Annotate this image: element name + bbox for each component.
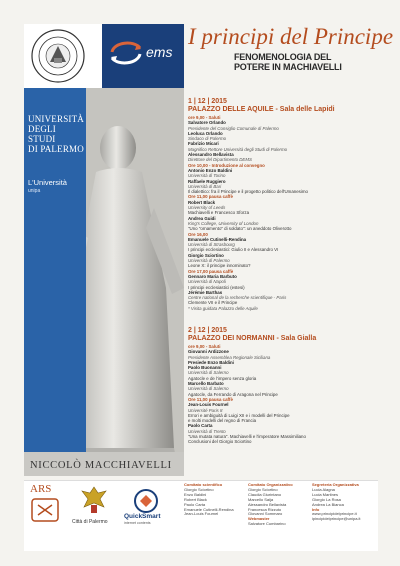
program-line: Centre national de la recherche scientifique - Paris bbox=[188, 295, 287, 301]
program-line: Ore 17,00 pausa caffè bbox=[188, 268, 234, 274]
ems-label: ems bbox=[146, 44, 173, 60]
program-line: Jérémie Barthas bbox=[188, 289, 223, 295]
program-line: Giovanni Ardizzone bbox=[188, 349, 229, 355]
footer-line: Giorgio La Rosa bbox=[312, 496, 341, 502]
program-line: Agatocle, da Ferrando di Aragona nel Principe bbox=[188, 391, 278, 397]
quicksmart-sub: internet contents bbox=[124, 521, 151, 525]
scientific-committee bbox=[184, 483, 244, 517]
sponsor-bar bbox=[24, 480, 378, 551]
footer-line: Giovanni Sommaro bbox=[248, 511, 283, 517]
footer-line: Robert Black bbox=[184, 496, 207, 502]
poster-subtitle-line1: FENOMENOLOGIA DEL bbox=[234, 52, 332, 62]
program-line: Andrea Guidi bbox=[188, 215, 216, 221]
program-line: King's College, University of London bbox=[188, 220, 259, 226]
university-subtag: unipa bbox=[28, 188, 41, 194]
program-line: Emanuele Cutinelli-Rendina bbox=[188, 236, 247, 242]
footer-line: Emanuele Cutinelli-Rendina bbox=[184, 506, 234, 512]
program-line: Presiede Enzo Baldini bbox=[188, 359, 234, 365]
day1-date: 1 | 12 | 2015 bbox=[188, 98, 227, 105]
program-line: Clemente VII e il Principe bbox=[188, 300, 238, 306]
footer-line: Francesca Rizzuto bbox=[248, 506, 282, 512]
program-line: Università di Strasbourg bbox=[188, 242, 235, 248]
program-line: Giorgio Sciortino bbox=[188, 252, 224, 258]
program-line: Université Paris 8 bbox=[188, 407, 223, 413]
seal-box bbox=[24, 24, 102, 88]
footer-line: www.principidelprincipe.it bbox=[312, 511, 357, 517]
footer-line: Salvatore Cumbarino bbox=[248, 521, 286, 527]
day1-program bbox=[188, 98, 378, 311]
program-line: Antonio Enzo Baldini bbox=[188, 167, 233, 173]
program-line: Salvatore Orlando bbox=[188, 120, 226, 126]
program-line: * Visita guidata Palazzo delle Aquile bbox=[188, 305, 258, 311]
footer-line: Andrea La Bianca bbox=[312, 501, 344, 507]
program-line: Direttore del Dipartimento DEMS bbox=[188, 157, 252, 163]
ars-label: ARS bbox=[30, 483, 52, 495]
program-line: Sindaco di Palermo bbox=[188, 136, 227, 142]
footer-line: Comitato scientifico bbox=[184, 482, 223, 487]
day2-date: 2 | 12 | 2015 bbox=[188, 327, 227, 334]
footer-line: Lucia Martines bbox=[312, 491, 339, 497]
organizing-committee bbox=[248, 483, 308, 527]
program-line: Leoluca Orlando bbox=[188, 130, 223, 136]
program-line: e molti modelli del regno di Francia bbox=[188, 418, 257, 424]
day1-lines bbox=[188, 115, 378, 311]
left-panel bbox=[24, 24, 184, 476]
program-line: University of Leeds bbox=[188, 205, 226, 211]
day1-venue: PALAZZO DELLE AQUILE - Sala delle Lapidi bbox=[188, 106, 335, 113]
footer-line: Enzo Baldini bbox=[184, 491, 207, 497]
poster-subtitle-line2: POTERE IN MACHIAVELLI bbox=[234, 62, 342, 72]
day2-venue: PALAZZO DEI NORMANNI - Sala Gialla bbox=[188, 335, 317, 342]
poster-title: I principi del Principe bbox=[188, 24, 394, 49]
program-line: Ore 11,00 pausa caffè bbox=[188, 194, 233, 200]
program-line: Presidente Assemblea Regionale Siciliana bbox=[188, 354, 271, 360]
ems-box bbox=[102, 24, 184, 88]
secretariat bbox=[312, 483, 372, 522]
city-label: Città di Palermo bbox=[72, 519, 108, 525]
program-line: Jean-Louis Fournel bbox=[188, 402, 229, 408]
program-line: Paolo Buonanni bbox=[188, 365, 222, 371]
program-line: Università di Torino bbox=[188, 173, 226, 179]
program-line: "Una mutata natura". Machiavelli e l'imperatore Massimiliano bbox=[188, 434, 306, 440]
footer-line: Giorgio Sciortino bbox=[184, 486, 214, 492]
footer-line: Giorgio Sciortino bbox=[248, 486, 278, 492]
footer-line: Lucia Alagna bbox=[312, 486, 335, 492]
footer-line: Claudia Giurintano bbox=[248, 491, 282, 497]
program-line: Ore 10,00 - Introduzione al convegno bbox=[188, 162, 265, 168]
program-line: Presidente del Consiglio Comunale di Palermo bbox=[188, 125, 279, 131]
program-line: Ore 11,00 pausa caffè bbox=[188, 396, 233, 402]
footer-line: Info bbox=[312, 506, 320, 512]
university-name: UNIVERSITÀ DEGLI STUDI DI PALERMO bbox=[28, 114, 84, 154]
statue-caption: NICCOLÒ MACCHIAVELLI bbox=[30, 460, 172, 471]
program-line: Fabrizio Micari bbox=[188, 141, 219, 147]
program-line: Machiavelli e Francesco Sforza bbox=[188, 210, 250, 216]
footer-line: Alessandro Bellavista bbox=[248, 501, 287, 507]
university-band bbox=[24, 88, 86, 476]
program-line: Marcello Barbato bbox=[188, 381, 224, 387]
footer-line: Webmaster bbox=[248, 516, 270, 522]
program-line: Ore 16,00 bbox=[188, 231, 208, 237]
program-line: Gennaro Maria Barbuto bbox=[188, 273, 237, 279]
program-line: Università di Salerno bbox=[188, 386, 229, 392]
program-line: Alessandro Bellavista bbox=[188, 152, 234, 158]
program-line: Università di Napoli bbox=[188, 279, 226, 285]
city-eagle-icon bbox=[80, 485, 108, 515]
program-line: Raffaele Ruggiero bbox=[188, 178, 226, 184]
program-line: ore 9,00 - Saluti bbox=[188, 115, 221, 120]
quicksmart-label: QuickSmart bbox=[124, 513, 161, 520]
program-line: Università di Bari bbox=[188, 183, 222, 189]
program-line: Errori e ambiguità di Luigi XII e i modelli del Principe bbox=[188, 412, 290, 418]
footer-line: ipincipidelprincipe@unipa.it bbox=[312, 516, 361, 522]
footer-line: Jean-Louis Fournel bbox=[184, 511, 219, 517]
day2-program bbox=[188, 327, 378, 445]
program-line: I principi ecclesiastici: Giulio II e Alessandro VI bbox=[188, 247, 279, 253]
program-line: Robert Black bbox=[188, 199, 216, 205]
footer-line: Paolo Carta bbox=[184, 501, 206, 507]
program-line: Università di Salerno bbox=[188, 370, 229, 376]
footer-line: Comitato Organizzativo bbox=[248, 482, 293, 487]
program-line: Agatocle e de l'impero senza gloria bbox=[188, 375, 257, 381]
program-line: "Uno "ornamento" di soldato": un aneddoto Oliverotto bbox=[188, 226, 292, 232]
program-line: Paolo Carta bbox=[188, 423, 213, 429]
program-line: I principi ecclesiastici (estesi) bbox=[188, 284, 245, 290]
program-line: Università di Palermo bbox=[188, 258, 230, 264]
ars-emblem-icon bbox=[30, 485, 60, 525]
program-line: Università di Trento bbox=[188, 428, 226, 434]
program-line: Il dialettico: fra il Principe e il progetto politico dell'Umanesimo bbox=[188, 189, 308, 195]
footer-line: Marcello Saija bbox=[248, 496, 274, 502]
ems-swirl-icon bbox=[108, 38, 144, 68]
university-tagline: L'Università bbox=[28, 178, 67, 187]
footer-line: Segreteria Organizzativa bbox=[312, 482, 359, 487]
day2-lines bbox=[188, 344, 378, 445]
program-line: Leone X: il principe innominato? bbox=[188, 263, 251, 269]
program-line: Magnifico Rettore Università degli Studi di Palermo bbox=[188, 146, 288, 152]
program-line: ore 9,00 - Saluti bbox=[188, 344, 221, 349]
program-line: Conclusioni del Giorgio Sciortino bbox=[188, 439, 252, 445]
university-seal-icon bbox=[30, 28, 86, 84]
